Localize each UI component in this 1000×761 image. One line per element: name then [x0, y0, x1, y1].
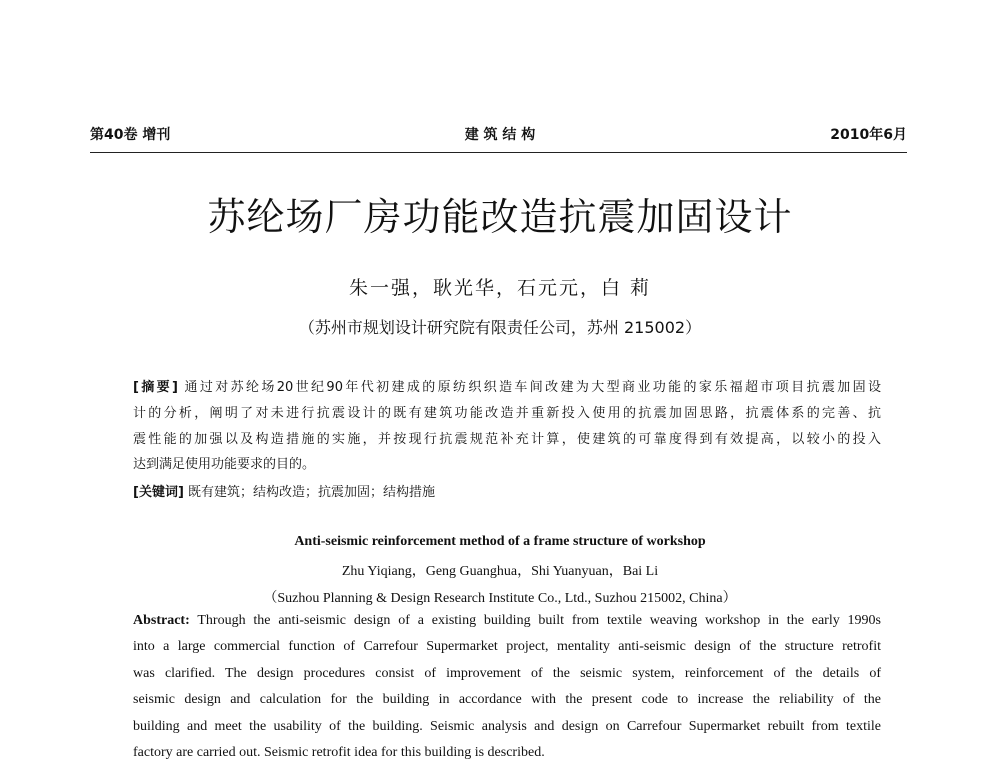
title-en: Anti-seismic reinforcement method of a frame structure of workshop	[294, 534, 706, 549]
abstract-cn-line: 达到满足使用功能要求的目的。	[133, 457, 316, 472]
authors-en: Zhu Yiqiang，Geng Guanghua，Shi Yuanyuan，Bai Li	[341, 564, 659, 579]
journal-name: 建 筑 结 构	[464, 127, 536, 143]
paper-title: 苏纶场厂房功能改造抗震加固设计	[207, 195, 793, 239]
abstract-cn-line: 计的分析，阐明了对未进行抗震设计的既有建筑功能改造并重新投入使用的抗震加固思路，抗震体系的完善、抗	[133, 406, 881, 421]
abstract-en-line: building and meet the usability of the building. Seismic analysis and design on Carrefour Supermarket rebuilt from textile	[133, 719, 881, 734]
abstract-en-label: Abstract:	[133, 613, 190, 628]
abstract-cn-line: 震性能的加强以及构造措施的实施，并按现行抗震规范补充计算，使建筑的可靠度得到有效提高，以较小的投入	[133, 432, 881, 447]
abstract-en-line: seismic design and calculation for the building in accordance with the present code to increase the reliability of the	[133, 692, 881, 707]
journal-volume: 第40卷 增刊	[90, 127, 171, 143]
journal-date: 2010年6月	[830, 127, 907, 143]
abstract-cn-label: [摘要]	[133, 380, 179, 395]
header-rule	[90, 152, 907, 153]
abstract-cn-line: [摘要] 通过对苏纶场20世纪90年代初建成的原纺织织造车间改建为大型商业功能的家乐福超市项目抗震加固设	[133, 380, 882, 395]
affiliation: （苏州市规划设计研究院有限责任公司，苏州 215002）	[298, 318, 702, 337]
abstract-en-line: factory are carried out. Seismic retrofit idea for this building is described.	[133, 745, 545, 760]
keywords-cn: [关键词] 既有建筑；结构改造；抗震加固；结构措施	[133, 485, 436, 500]
affiliation-en: （Suzhou Planning & Design Research Institute Co., Ltd., Suzhou 215002, China）	[263, 591, 737, 606]
keywords-cn-label: [关键词]	[133, 485, 184, 500]
abstract-en-line: was clarified. The design procedures consist of improvement of the seismic system, reinforcement of the details of	[133, 666, 881, 681]
authors: 朱一强，耿光华，石元元，白 莉	[348, 277, 652, 299]
abstract-en-line: Abstract: Through the anti-seismic design of a existing building built from textile weaving workshop in the early 1990s	[133, 613, 882, 628]
abstract-en-line: into a large commercial function of Carrefour Supermarket project, mentality anti-seismic design of the structure retrofit	[133, 639, 881, 654]
